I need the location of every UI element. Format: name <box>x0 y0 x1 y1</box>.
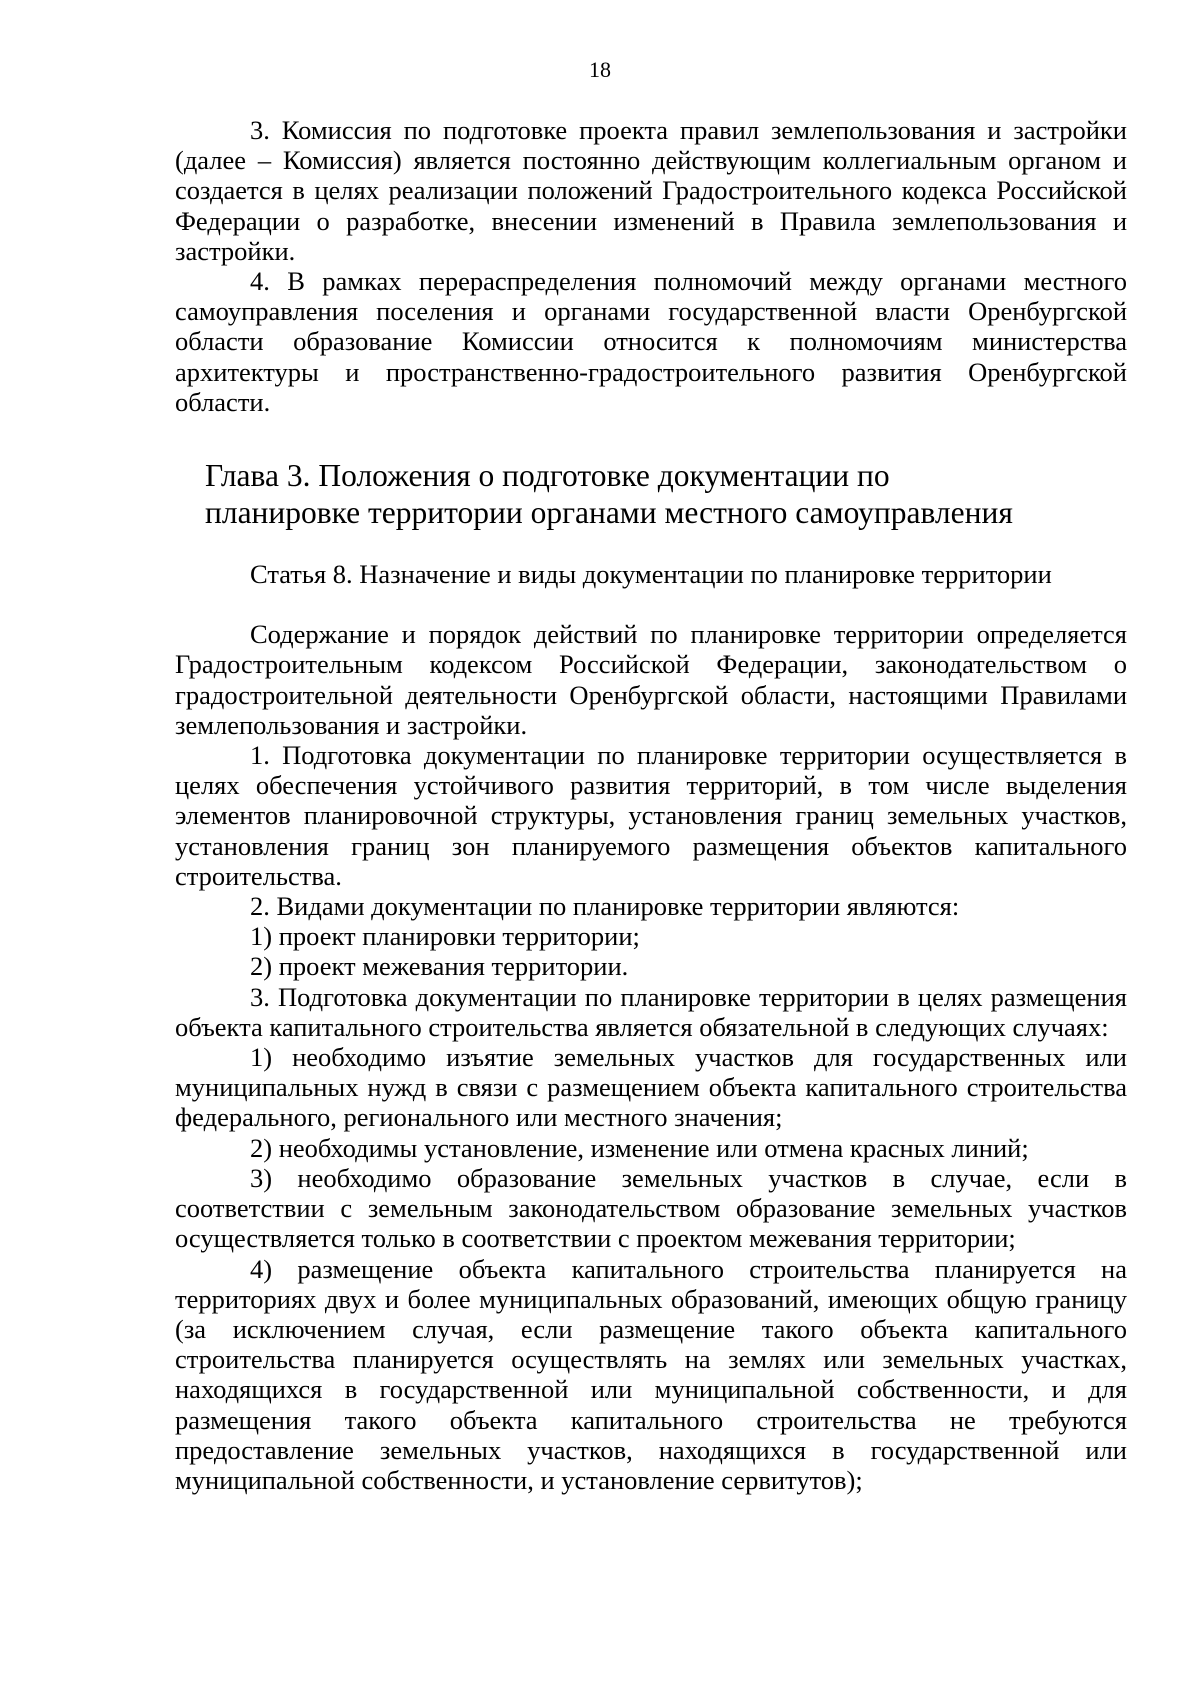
spacer <box>175 589 1127 619</box>
spacer <box>175 531 1127 559</box>
paragraph: 3. Комиссия по подготовке проекта правил землепользования и застройки (далее – Комиссия) является постоянно действующим коллегиальным органом и создается в целях реализации положений Градостроительного кодекса Российской Федерации о разработке, внесении изменений в Правила землепользования и застройки. <box>175 115 1127 266</box>
chapter-title-line-1: Глава 3. Положения о подготовке документации по <box>205 458 890 494</box>
spacer <box>175 417 1127 457</box>
list-item: 2) необходимы установление, изменение или отмена красных линий; <box>250 1132 1029 1163</box>
paragraph: 4. В рамках перераспределения полномочий между органами местного самоуправления поселения и органами государственной власти Оренбургской области образование Комиссии относится к полномочиям министерства архитектуры и пространственно-градостроительного развития Оренбургской области. <box>175 266 1127 417</box>
paragraph: 3. Подготовка документации по планировке территории в целях размещения объекта капитального строительства является обязательной в следующих случаях: <box>175 981 1127 1042</box>
chapter-title-line-2: планировке территории органами местного самоуправления <box>205 495 1013 531</box>
document-body <box>175 115 1127 1495</box>
page-number: 18 <box>589 57 611 82</box>
list-item: 4) размещение объекта капитального строительства планируется на территориях двух и более муниципальных образований, имеющих общую границу (за исключением случая, если размещение такого объекта капитального строительства планируется осуществлять на землях или земельных участках, находящихся в государственной или муниципальной собственности, и для размещения такого объекта капитального строительства не требуются предоставление земельных участков, находящихся в государственной или муниципальной собственности, и установление сервитутов); <box>175 1253 1127 1495</box>
chapter-title <box>175 457 1127 531</box>
paragraph: Содержание и порядок действий по планировке территории определяется Градостроительным кодексом Российской Федерации, законодательством о градостроительной деятельности Оренбургской области, настоящими Правилами землепользования и застройки. <box>175 619 1127 740</box>
list-item: 1) необходимо изъятие земельных участков для государственных или муниципальных нужд в связи с размещением объекта капитального строительства федерального, регионального или местного значения; <box>175 1042 1127 1133</box>
list-item: 1) проект планировки территории; <box>250 921 640 952</box>
article-title: Статья 8. Назначение и виды документации по планировке территории <box>250 559 1052 590</box>
list-item: 3) необходимо образование земельных участков в случае, если в соответствии с земельным законодательством образование земельных участков осуществляется только в соответствии с проектом межевания территории; <box>175 1162 1127 1254</box>
list-item: 2) проект межевания территории. <box>250 951 629 982</box>
paragraph: 2. Видами документации по планировке территории являются: <box>250 891 960 922</box>
paragraph: 1. Подготовка документации по планировке территории осуществляется в целях обеспечения устойчивого развития территорий, в том числе выделения элементов планировочной структуры, установления границ земельных участков, установления границ зон планируемого размещения объектов капитального строительства. <box>175 740 1127 891</box>
